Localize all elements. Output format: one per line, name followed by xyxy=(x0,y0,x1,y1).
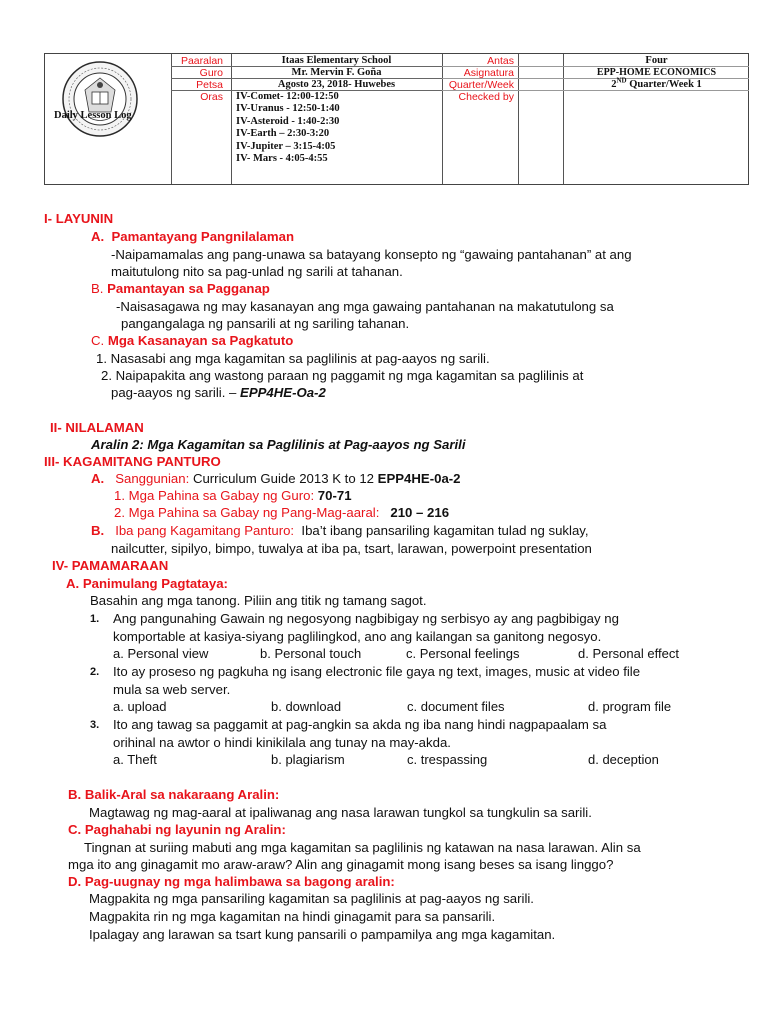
s1-b-letter: B. xyxy=(91,281,104,296)
section-iii-title: III- KAGAMITANG PANTURO xyxy=(44,454,221,469)
q1-number: 1. xyxy=(90,613,100,625)
s3-item2-label: 2. Mga Pahina sa Gabay ng Pang-Mag-aaral: xyxy=(114,505,380,520)
q2-option-c: c. document files xyxy=(407,699,505,714)
competency-code: EPP4HE-Oa-2 xyxy=(240,385,326,400)
value-school: Itaas Elementary School xyxy=(281,55,392,66)
value-teacher: Mr. Mervin F. Goña xyxy=(291,67,382,78)
s3-a-letter: A. xyxy=(91,471,105,486)
s4-d-line1: Magpakita ng mga pansariling kagamitan sa paglilinis at pag-aayos ng sarili. xyxy=(89,891,534,906)
s3-a-label: Sanggunian: xyxy=(115,471,190,486)
s3-b-letter: B. xyxy=(91,523,105,538)
s3-a-code: EPP4HE-0a-2 xyxy=(377,471,461,486)
value-date: Agosto 23, 2018- Huwebes xyxy=(277,79,396,90)
s1-a-title: Pamantayang Pangnilalaman xyxy=(111,229,295,244)
s4-c-line1: Tingnan at suriing mabuti ang mga kagamitan sa paglilinis ng katawan na nasa larawan. Alin sa xyxy=(84,840,641,855)
s1-a-letter: A. xyxy=(91,229,105,244)
q1-line1: Ang pangunahing Gawain ng negosyong nagbibigay ng serbisyo ay ang pagbibigay ng xyxy=(113,611,619,626)
s1-c-item2b xyxy=(111,385,326,401)
schedule-item: IV-Asteroid - 1:40-2:30 xyxy=(236,115,340,127)
s1-a-line1: -Naipamamalas ang pang-unawa sa batayang konsepto ng “gawaing pantahanan” at ang xyxy=(111,247,632,262)
s1-c-item2: 2. Naipapakita ang wastong paraan ng paggamit ng mga kagamitan sa paglilinis at xyxy=(101,368,584,383)
label-quarter-week: Quarter/Week xyxy=(448,79,514,91)
s3-b-text: Iba’t ibang pansariling kagamitan tulad ng suklay, xyxy=(301,523,589,538)
s1-a-line2: maitutulong nito sa pag-unlad ng sarili at tahanan. xyxy=(111,264,403,279)
quarter-rest: Quarter/Week 1 xyxy=(626,79,702,90)
s3-b-label: Iba pang Kagamitang Panturo: xyxy=(115,523,295,538)
s4-d-line3: Ipalagay ang larawan sa tsart kung pansarili o pampamilya ang mga kagamitan. xyxy=(89,927,556,942)
q2-option-d: d. program file xyxy=(588,699,672,714)
q3-line1: Ito ang tawag sa paggamit at pag-angkin sa akda ng iba nang hindi nagpapaalam sa xyxy=(113,717,607,732)
s1-c-heading xyxy=(91,333,293,349)
q3-number: 3. xyxy=(90,719,100,731)
label-antas: Antas xyxy=(487,55,514,67)
section-i-title: I- LAYUNIN xyxy=(44,211,114,226)
s1-b-line2: pangangalaga ng pansarili at ng sariling tahanan. xyxy=(121,316,410,331)
s1-c-item1: 1. Nasasabi ang mga kagamitan sa paglilinis at pag-aayos ng sarili. xyxy=(96,351,490,366)
q1-line2: komportable at kasiya-siyang paglilingkod, ano ang kailangan sa ganitong negosyo. xyxy=(113,629,602,644)
q2-number: 2. xyxy=(90,666,100,678)
schedule-item: IV-Earth – 2:30-3:20 xyxy=(236,128,330,140)
s4-c-line2: mga ito ang ginagamit mo araw-araw? Alin ang ginagamit mong isang beses sa isang linggo? xyxy=(68,857,614,872)
s3-item2-value: 210 – 216 xyxy=(390,505,450,520)
s1-c-letter: C. xyxy=(91,333,105,348)
s1-a-heading xyxy=(91,229,294,245)
s4-d-line2: Magpakita rin ng mga kagamitan na hindi ginagamit para sa pansarili. xyxy=(89,909,496,924)
q1-option-a: a. Personal view xyxy=(113,646,209,661)
s3-b-line xyxy=(91,523,589,539)
s1-b-title: Pamantayan sa Pagganap xyxy=(107,281,270,296)
s1-c-title: Mga Kasanayan sa Pagkatuto xyxy=(107,333,294,348)
s1-b-line1: -Naisasagawa ng may kasanayan ang mga gawaing pantahanan na makatutulong sa xyxy=(116,299,614,314)
s4-b-text: Magtawag ng mag-aaral at ipaliwanag ang nasa larawan tungkol sa tungkulin sa sarili. xyxy=(89,805,592,820)
section-iv-title: IV- PAMAMARAAN xyxy=(52,558,169,573)
s3-a-text: Curriculum Guide 2013 K to 12 xyxy=(192,471,378,486)
s4-b-title: B. Balik-Aral sa nakaraang Aralin: xyxy=(68,787,280,802)
value-grade: Four xyxy=(645,55,668,66)
section-ii-title: II- NILALAMAN xyxy=(50,420,144,435)
label-guro: Guro xyxy=(199,67,223,79)
value-subject: EPP-HOME ECONOMICS xyxy=(596,67,717,78)
s4-a-title: A. Panimulang Pagtataya: xyxy=(66,576,228,591)
s3-item1-value: 70-71 xyxy=(317,488,352,503)
s3-item1-label: 1. Mga Pahina sa Gabay ng Guro: xyxy=(114,488,318,503)
s3-item2 xyxy=(114,505,449,521)
q2-line2: mula sa web server. xyxy=(113,682,231,697)
quarter-ordinal: ND xyxy=(616,76,627,85)
q2-line1: Ito ay proseso ng pagkuha ng isang electronic file gaya ng text, images, music at video file xyxy=(113,664,641,679)
s4-d-title: D. Pag-uugnay ng mga halimbawa sa bagong aralin: xyxy=(68,874,395,889)
s1-c-item2b-text: pag-aayos ng sarili. – xyxy=(111,385,241,400)
label-checked-by: Checked by xyxy=(458,91,514,103)
s3-a-line xyxy=(91,471,461,487)
q2-option-b: b. download xyxy=(271,699,342,714)
value-quarter xyxy=(563,76,750,91)
log-title: Daily Lesson Log xyxy=(54,110,132,121)
label-oras: Oras xyxy=(200,91,223,103)
q3-option-b: b. plagiarism xyxy=(271,752,345,767)
schedule-item: IV-Comet- 12:00-12:50 xyxy=(236,91,339,102)
q1-option-d: d. Personal effect xyxy=(578,646,679,661)
q3-option-d: d. deception xyxy=(588,752,659,767)
q3-option-c: c. trespassing xyxy=(407,752,488,767)
s3-item1 xyxy=(114,488,352,504)
q3-option-a: a. Theft xyxy=(113,752,157,767)
s1-b-heading xyxy=(91,281,270,297)
aralin-title: Aralin 2: Mga Kagamitan sa Paglilinis at Pag-aayos ng Sarili xyxy=(91,437,466,452)
schedule-item: IV-Uranus - 12:50-1:40 xyxy=(236,103,340,115)
s3-b-line2: nailcutter, sipilyo, bimpo, tuwalya at iba pa, tsart, larawan, powerpoint presentation xyxy=(111,541,592,556)
label-petsa: Petsa xyxy=(196,79,223,91)
header-table xyxy=(44,53,749,185)
q1-option-b: b. Personal touch xyxy=(260,646,362,661)
s4-instructions: Basahin ang mga tanong. Piliin ang titik ng tamang sagot. xyxy=(90,593,427,608)
label-paaralan: Paaralan xyxy=(180,55,223,67)
schedule-item: IV- Mars - 4:05-4:55 xyxy=(236,153,328,165)
s4-c-title: C. Paghahabi ng layunin ng Aralin: xyxy=(68,822,286,837)
label-asignatura: Asignatura xyxy=(463,67,514,79)
schedule-list xyxy=(236,91,340,165)
schedule-item: IV-Jupiter – 3:15-4:05 xyxy=(236,140,336,152)
deped-seal-logo xyxy=(61,60,139,138)
q2-option-a: a. upload xyxy=(113,699,167,714)
quarter-number: 2 xyxy=(611,79,617,90)
q3-line2: orihinal na awtor o hindi kinikilala ang tunay na may-akda. xyxy=(113,735,451,750)
q1-option-c: c. Personal feelings xyxy=(406,646,520,661)
